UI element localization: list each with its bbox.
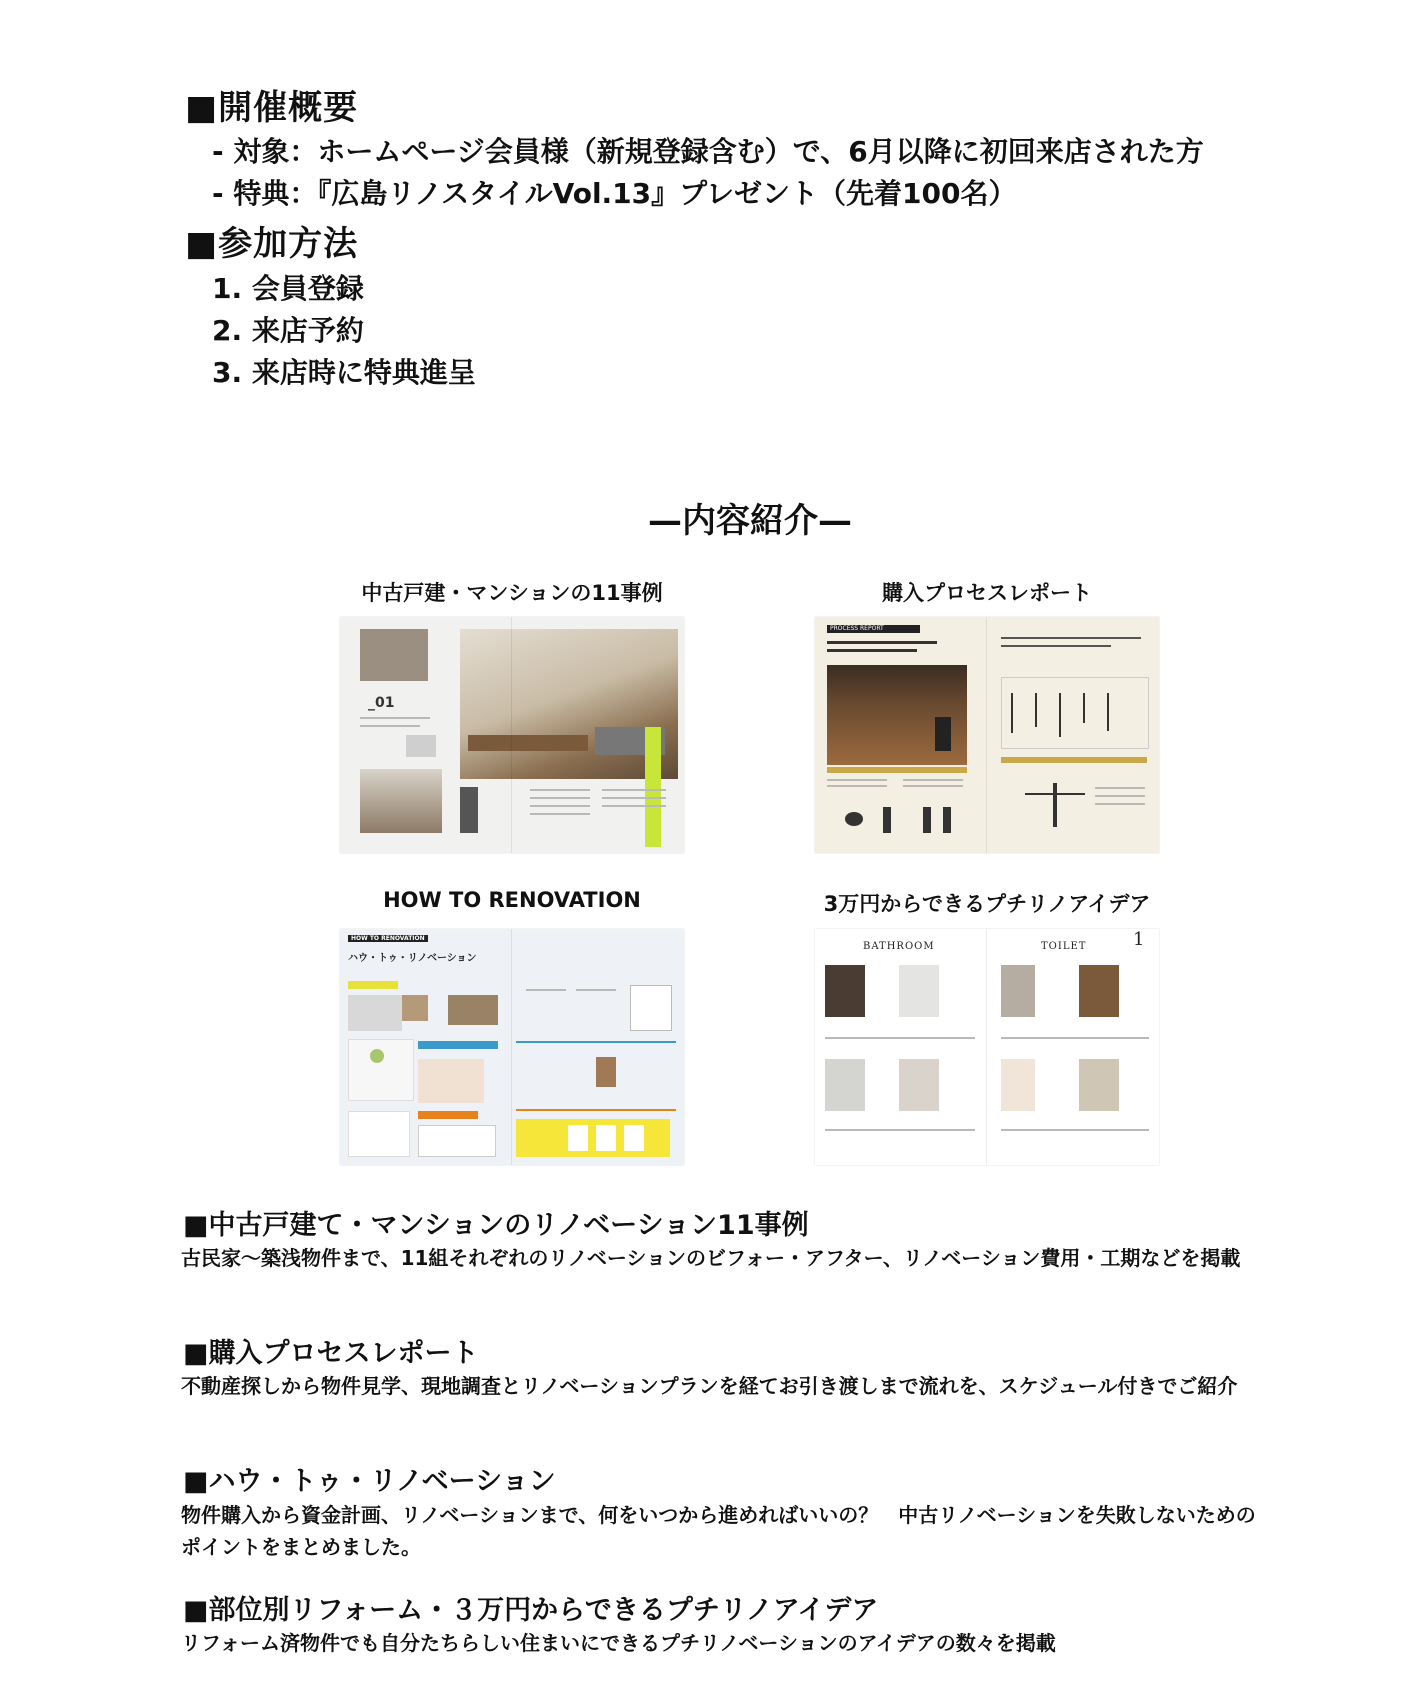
spread-howto-image — [340, 929, 684, 1165]
overview-item-target: - 対象：ホームページ会員様（新規登録含む）で、6月以降に初回来店された方 — [212, 135, 1204, 168]
overview-heading: ■開催概要 — [185, 88, 359, 128]
spread-process-image — [815, 617, 1159, 853]
participation-step-1: 1. 会員登録 — [212, 272, 364, 305]
section-heading-petit: ■部位別リフォーム・３万円からできるプチリノアイデア — [183, 1595, 879, 1626]
thumb-caption-petit: 3万円からできるプチリノアイデア — [823, 892, 1151, 916]
thumb-caption-cases: 中古戸建・マンションの11事例 — [361, 581, 663, 605]
spread-cases-image — [340, 617, 684, 853]
spread-cases-number: _01 — [368, 695, 395, 711]
section-heading-process: ■購入プロセスレポート — [183, 1338, 479, 1369]
section-text-cases: 古民家〜築浅物件まで、11組それぞれのリノベーションのビフォー・アフター、リノベーション費用・工期などを掲載 — [181, 1246, 1241, 1270]
section-text-petit: リフォーム済物件でも自分たちらしい住まいにできるプチリノベーションのアイデアの数々を掲載 — [181, 1631, 1056, 1655]
section-heading-howto: ■ハウ・トゥ・リノベーション — [183, 1466, 556, 1497]
section-text-process: 不動産探しから物件見学、現地調査とリノベーションプランを経てお引き渡しまで流れを、スケジュール付きでご紹介 — [181, 1374, 1238, 1398]
section-heading-cases: ■中古戸建て・マンションのリノベーション11事例 — [183, 1210, 809, 1241]
spread-petit-bathroom-label: BATHROOM — [863, 941, 935, 952]
thumb-caption-howto: HOW TO RENOVATION — [383, 888, 641, 912]
contents-title: —内容紹介— — [648, 501, 852, 541]
spread-petit-toilet-label: TOILET — [1041, 941, 1087, 952]
participation-step-2: 2. 来店予約 — [212, 314, 364, 347]
section-text-howto: 物件購入から資金計画、リノベーションまで、何をいつから進めればいいの？ 中古リノベーションを失敗しないためのポイントをまとめました。 — [181, 1503, 1256, 1559]
overview-item-benefit: - 特典：『広島リノスタイルVol.13』プレゼント（先着100名） — [212, 177, 1017, 210]
spread-howto-title: ハウ・トゥ・リノベーション — [348, 953, 477, 964]
participation-heading: ■参加方法 — [185, 224, 359, 264]
spread-petit-image: BATHROOM TOILET 1 — [815, 929, 1159, 1165]
spread-process-label: PROCESS REPORT — [827, 625, 920, 633]
spread-howto-label: HOW TO RENOVATION — [348, 935, 428, 942]
thumb-caption-process: 購入プロセスレポート — [882, 581, 1092, 605]
participation-step-3: 3. 来店時に特典進呈 — [212, 356, 476, 389]
